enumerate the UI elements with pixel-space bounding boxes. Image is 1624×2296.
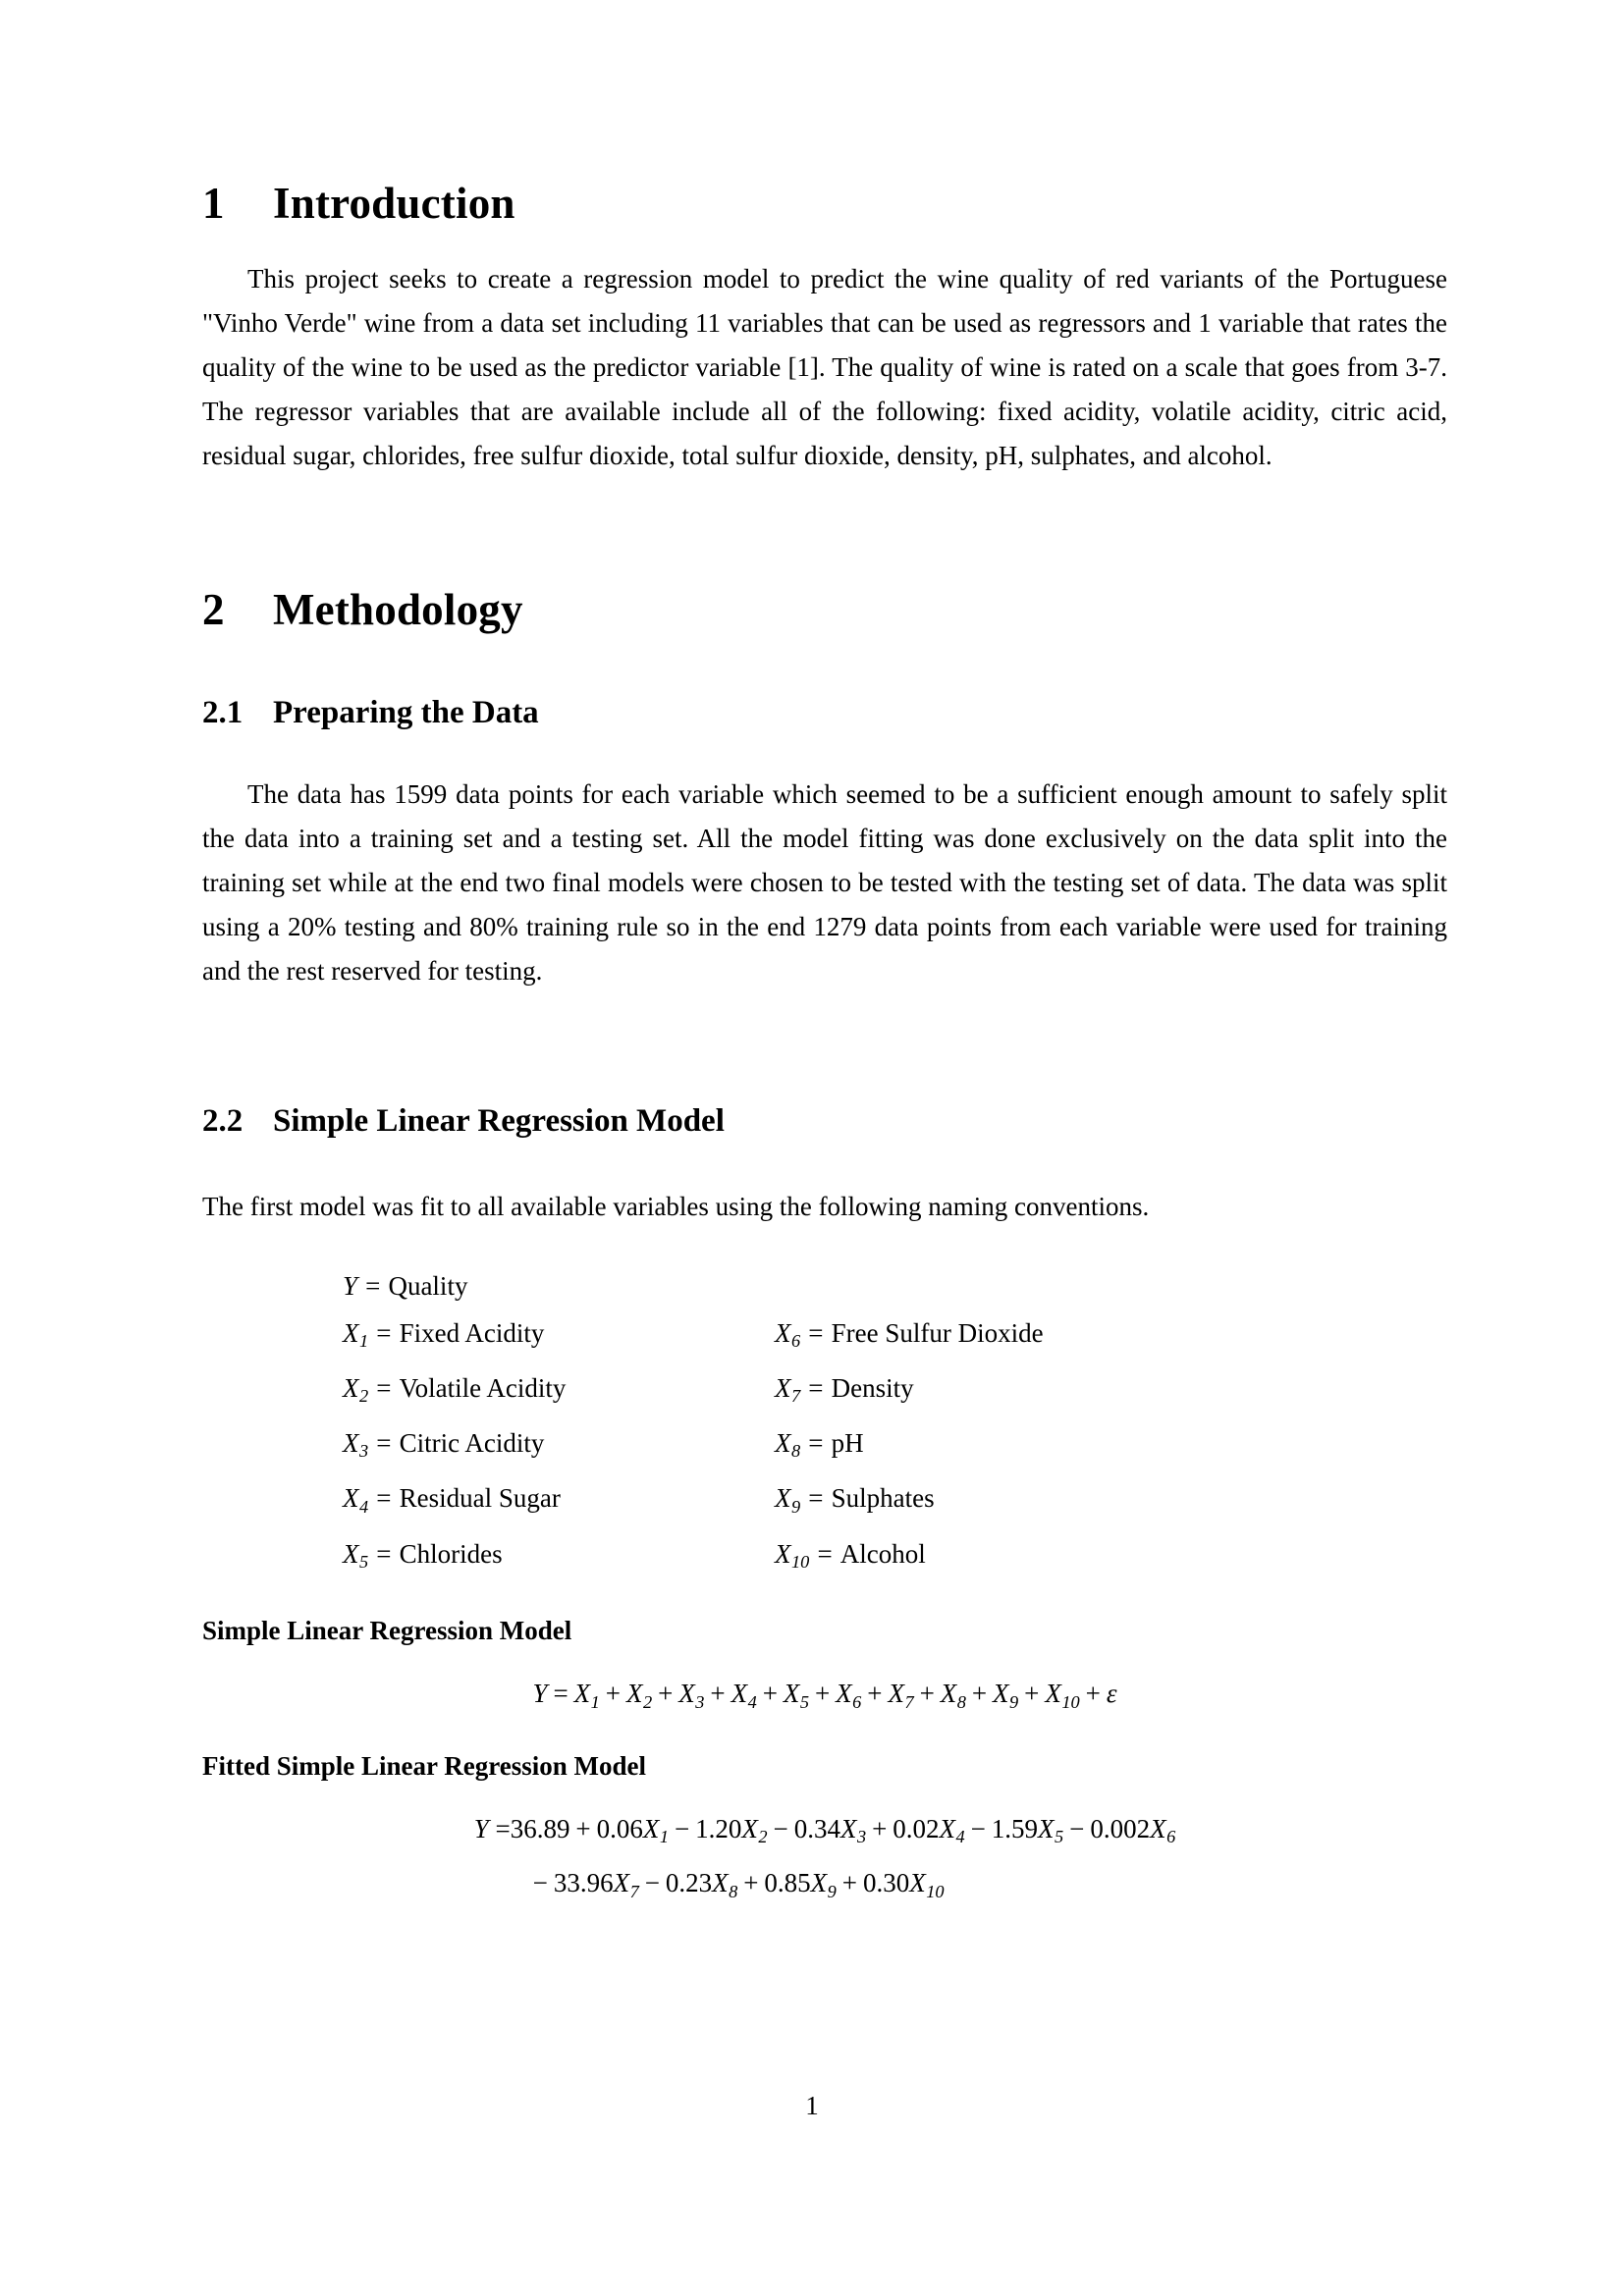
sign: − [674,1814,690,1844]
variable-subscript: 3 [856,1827,867,1847]
variable-subscript: 6 [1166,1827,1176,1847]
variable-symbol: X [343,1538,359,1569]
variable-subscript: 9 [791,1496,801,1517]
variable-subscript: 10 [791,1551,810,1572]
variable-symbol: X [775,1373,791,1404]
coefficient-value: 33.96 [553,1868,614,1898]
definition-row [755,1474,1226,1529]
equals-sign: = [376,1483,392,1514]
coefficient-value: 0.002 [1090,1814,1151,1844]
sign: + [743,1868,759,1898]
variable-subscript: 9 [827,1881,837,1901]
sign: − [1069,1814,1085,1844]
variable-subscript: 6 [791,1331,801,1352]
variable-subscript: 2 [359,1386,369,1407]
equals-sign: = [365,1271,381,1301]
heading-simple-linear-regression-model [202,1105,1447,1138]
definition-row [343,1309,755,1364]
variable-subscript: 8 [729,1881,738,1901]
coefficient-value: 0.85 [764,1868,811,1898]
variable-symbol: X [343,1483,359,1514]
variable-label: Quality [388,1271,468,1301]
variable-subscript: 10 [926,1881,945,1901]
variable-subscript: 5 [359,1551,369,1572]
variable-symbol: X [741,1814,758,1844]
variable-symbol: X [810,1868,828,1898]
variable-subscript: 1 [359,1331,369,1352]
variable-subscript: 4 [955,1827,965,1847]
equation-slr: Y = X1 + X2 + X3 + X4 + X5 + X6 + X7 + X8 + X9 + X10 + ε [532,1679,1117,1712]
variable-symbol: X [775,1428,791,1459]
variable-symbol: X [343,1318,359,1348]
definition-row [343,1262,755,1309]
variable-label: Chlorides [399,1538,503,1569]
sign: − [532,1868,548,1898]
error-term: ε [1106,1679,1117,1709]
equation-fitted-slr [202,1806,1447,1914]
variable-symbol: X [613,1868,630,1898]
coefficient-value: 0.06 [596,1814,643,1844]
subsection-number: 2.2 [202,1103,244,1139]
section-title: Introduction [273,179,515,228]
variable-symbol: X [839,1814,857,1844]
equals-sign: = [808,1483,824,1514]
coefficient-value: 0.34 [793,1814,840,1844]
coefficient-value: 0.02 [893,1814,940,1844]
equals-sign: = [808,1318,824,1348]
definition-row [755,1309,1226,1364]
definition-row [343,1530,755,1585]
sign: − [644,1868,660,1898]
variable-subscript: 7 [629,1881,639,1901]
variable-symbol: X [642,1814,660,1844]
sign: + [872,1814,888,1844]
subsection-title: Simple Linear Regression Model [273,1103,725,1139]
subsection-title: Preparing the Data [273,695,539,730]
variable-label: Fixed Acidity [399,1318,545,1348]
equals-sign: = [376,1538,392,1569]
intercept-value: 36.89 [510,1814,570,1844]
variable-subscript: 1 [659,1827,670,1847]
definition-row [755,1364,1226,1419]
variable-label: Volatile Acidity [399,1373,567,1404]
sign: − [970,1814,986,1844]
fitted-equation-line-1 [474,1806,1176,1859]
equals-sign: = [817,1538,833,1569]
variable-symbol: X [909,1868,926,1898]
variable-symbol: X [1038,1814,1055,1844]
coefficient-value: 1.59 [991,1814,1039,1844]
variable-symbol: X [343,1373,359,1404]
variable-label: Density [831,1373,914,1404]
variable-subscript: 5 [1055,1827,1064,1847]
equals-sign: = [808,1373,824,1404]
coefficient-value: 0.23 [665,1868,713,1898]
variable-subscript: 7 [791,1386,801,1407]
page-number: 1 [805,2091,819,2120]
equation-lhs: Y [532,1679,548,1709]
variable-subscript: 4 [359,1496,369,1517]
variable-symbol: Y [343,1271,358,1301]
definition-row [343,1474,755,1529]
page-content [202,179,1447,1915]
sign: + [575,1814,591,1844]
section-number: 1 [202,179,225,228]
equals-sign: = [553,1679,568,1709]
paragraph-preparing-the-data: The data has 1599 data points for each variable which seemed to be a sufficient enough amount to safely split the data into a training set and a testing set. All the model fitting was done exclusively on the data split into the training set while at the end two final models were chosen to be tested with the testing set of data. The data was split using a 20% testing and 80% training rule so in the end 1279 data points from each variable were used for training and the rest reserved for testing. [202,779,1447,986]
variable-subscript: 2 [758,1827,768,1847]
variable-label: Citric Acidity [399,1428,545,1459]
variable-subscript: 3 [359,1441,369,1462]
variable-definitions-block [343,1262,1226,1585]
label-slr-model: Simple Linear Regression Model [202,1615,572,1645]
heading-introduction [202,179,1447,228]
equals-sign: = [495,1814,511,1844]
section-number: 2 [202,585,225,634]
heading-methodology [202,585,1447,634]
variable-symbol: X [712,1868,729,1898]
section-title: Methodology [273,585,523,634]
sign: + [841,1868,858,1898]
equals-sign: = [808,1428,824,1459]
label-fitted-slr-model: Fitted Simple Linear Regression Model [202,1750,646,1781]
heading-preparing-the-data [202,697,1447,729]
fitted-equation-line-2 [474,1859,1176,1914]
variable-symbol: X [775,1483,791,1514]
variable-subscript: 8 [791,1441,801,1462]
variable-symbol: X [775,1538,791,1569]
coefficient-value: 1.20 [695,1814,742,1844]
paragraph-simple-linear: The first model was fit to all available variables using the following naming conventions. [202,1192,1150,1221]
variable-label: Sulphates [831,1483,935,1514]
equals-sign: = [376,1373,392,1404]
subsection-number: 2.1 [202,695,244,730]
definition-row [343,1364,755,1419]
coefficient-value: 0.30 [862,1868,910,1898]
variable-label: Free Sulfur Dioxide [831,1318,1044,1348]
variable-label: Residual Sugar [399,1483,561,1514]
variable-label: pH [831,1428,864,1459]
definition-row-empty [755,1262,1226,1309]
definition-row [343,1419,755,1474]
equals-sign: = [376,1428,392,1459]
equals-sign: = [376,1318,392,1348]
variable-symbol: X [1150,1814,1166,1844]
equation-lhs: Y [473,1814,489,1844]
paragraph-introduction: This project seeks to create a regression model to predict the wine quality of red variants of the Portuguese "Vinho Verde" wine from a data set including 11 variables that can be used as regressors and 1 variable that rates the quality of the wine to be used as the predictor variable [1]. The quality of wine is rated on a scale that goes from 3-7. The regressor variables that are available include all of the following: fixed acidity, volatile acidity, citric acid, residual sugar, chlorides, free sulfur dioxide, total sulfur dioxide, density, pH, sulphates, and alcohol. [202,264,1447,470]
variable-label: Alcohol [839,1538,926,1569]
definition-row [755,1419,1226,1474]
variable-symbol: X [939,1814,955,1844]
sign: − [773,1814,788,1844]
variable-symbol: X [343,1428,359,1459]
variable-symbol: X [775,1318,791,1348]
definition-row [755,1530,1226,1585]
